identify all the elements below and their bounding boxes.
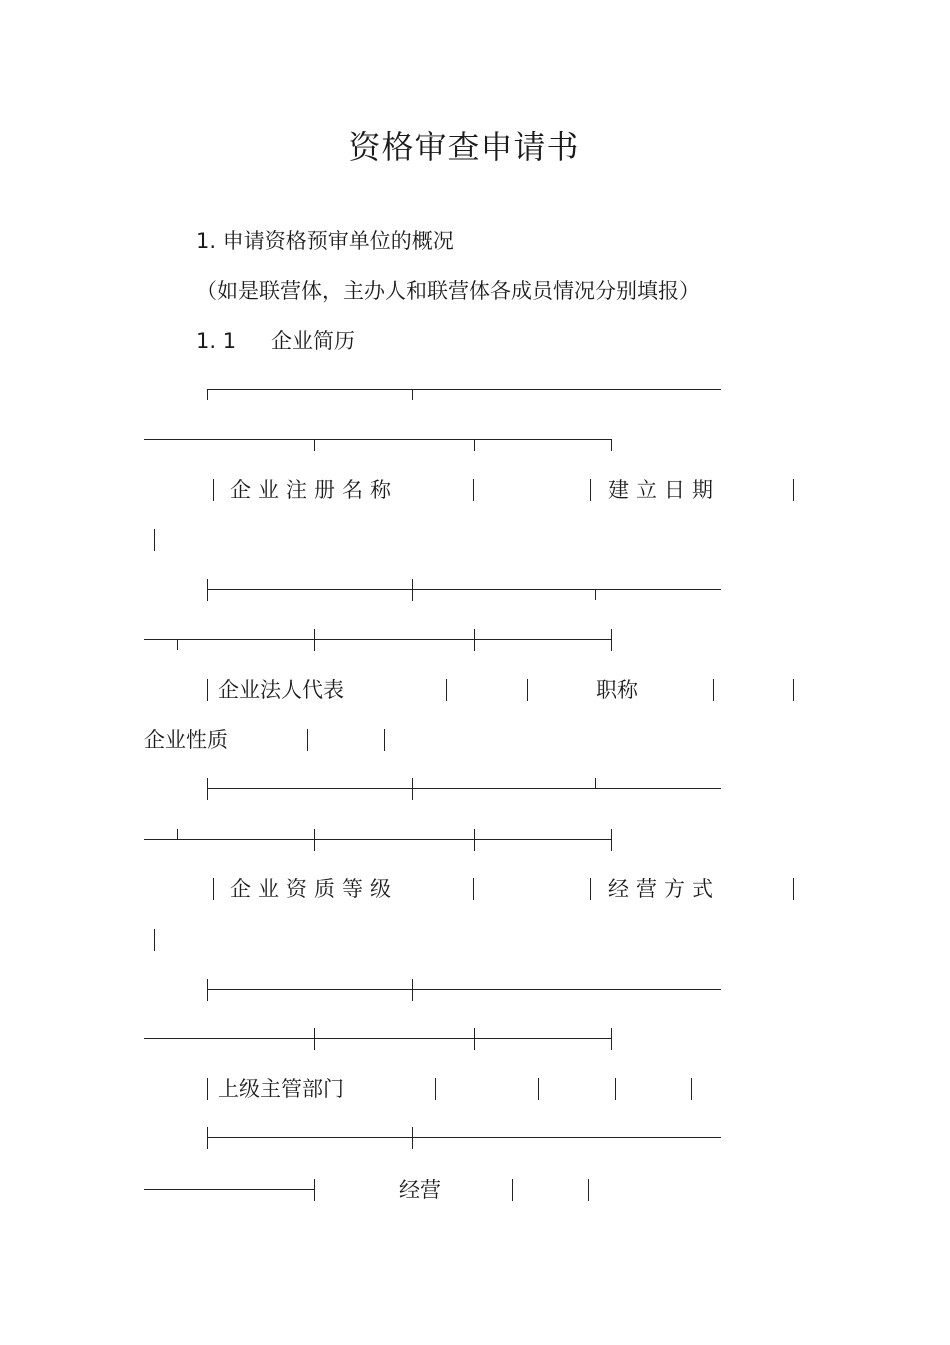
table-rule [144, 839, 612, 840]
table-tick [314, 439, 315, 451]
cell-border [446, 679, 447, 701]
table-tick [207, 389, 208, 400]
table-tick [412, 979, 413, 1001]
table-tick [474, 629, 475, 651]
table-tick [595, 589, 596, 600]
table-rule [144, 439, 612, 440]
cell-border [213, 479, 214, 501]
cell-border [538, 1078, 539, 1100]
table-tick [207, 1127, 208, 1149]
cell-border [384, 729, 385, 751]
job-title-label: 职称 [596, 678, 638, 702]
table-tick [474, 439, 475, 451]
established-date-label: 建立日期 [608, 478, 720, 502]
table-rule [144, 1189, 315, 1190]
table-tick [611, 1028, 612, 1050]
subsection-number: 1. 1 [196, 329, 237, 353]
cell-border [473, 479, 474, 501]
table-tick [474, 829, 475, 851]
cell-border [307, 729, 308, 751]
table-rule [207, 788, 721, 789]
table-tick [207, 979, 208, 1001]
table-tick [412, 1127, 413, 1149]
cell-border [793, 479, 794, 501]
cell-border [435, 1078, 436, 1100]
cell-border [207, 679, 208, 701]
table-rule [207, 989, 721, 990]
table-tick [611, 439, 612, 451]
table-tick [474, 1028, 475, 1050]
cell-border [213, 878, 214, 900]
cell-border [590, 878, 591, 900]
table-rule [207, 589, 721, 590]
subsection-heading: 企业简历 [271, 329, 355, 353]
enterprise-nature-label: 企业性质 [144, 728, 228, 752]
table-tick [314, 1028, 315, 1050]
table-tick [412, 778, 413, 800]
legal-rep-label: 企业法人代表 [218, 678, 344, 702]
table-tick [611, 629, 612, 651]
cell-border [154, 529, 155, 551]
business-label: 经营 [399, 1178, 441, 1202]
qualification-level-label: 企业资质等级 [230, 877, 398, 901]
cell-border [154, 929, 155, 951]
table-tick [207, 778, 208, 800]
cell-border [207, 1078, 208, 1100]
table-tick [177, 639, 178, 650]
cell-border [527, 679, 528, 701]
section-heading: 1. 申请资格预审单位的概况 [196, 229, 454, 253]
table-tick [314, 1179, 315, 1201]
document-title: 资格审查申请书 [348, 128, 580, 166]
cell-border [512, 1179, 513, 1201]
cell-border [588, 1179, 589, 1201]
cell-border [793, 878, 794, 900]
business-mode-label: 经营方式 [608, 877, 720, 901]
cell-border [793, 679, 794, 701]
table-tick [595, 778, 596, 789]
cell-border [691, 1078, 692, 1100]
registered-name-label: 企业注册名称 [230, 478, 398, 502]
section-note: （如是联营体，主办人和联营体各成员情况分别填报） [196, 279, 700, 303]
cell-border [590, 479, 591, 501]
table-rule [207, 389, 721, 390]
table-tick [177, 829, 178, 840]
table-tick [314, 829, 315, 851]
table-tick [314, 629, 315, 651]
table-tick [207, 579, 208, 601]
table-rule [207, 1137, 721, 1138]
cell-border [713, 679, 714, 701]
table-rule [144, 639, 612, 640]
table-rule [144, 1038, 612, 1039]
cell-border [473, 878, 474, 900]
supervising-dept-label: 上级主管部门 [218, 1077, 344, 1101]
table-tick [412, 389, 413, 400]
table-tick [412, 579, 413, 601]
cell-border [615, 1078, 616, 1100]
table-tick [611, 829, 612, 851]
